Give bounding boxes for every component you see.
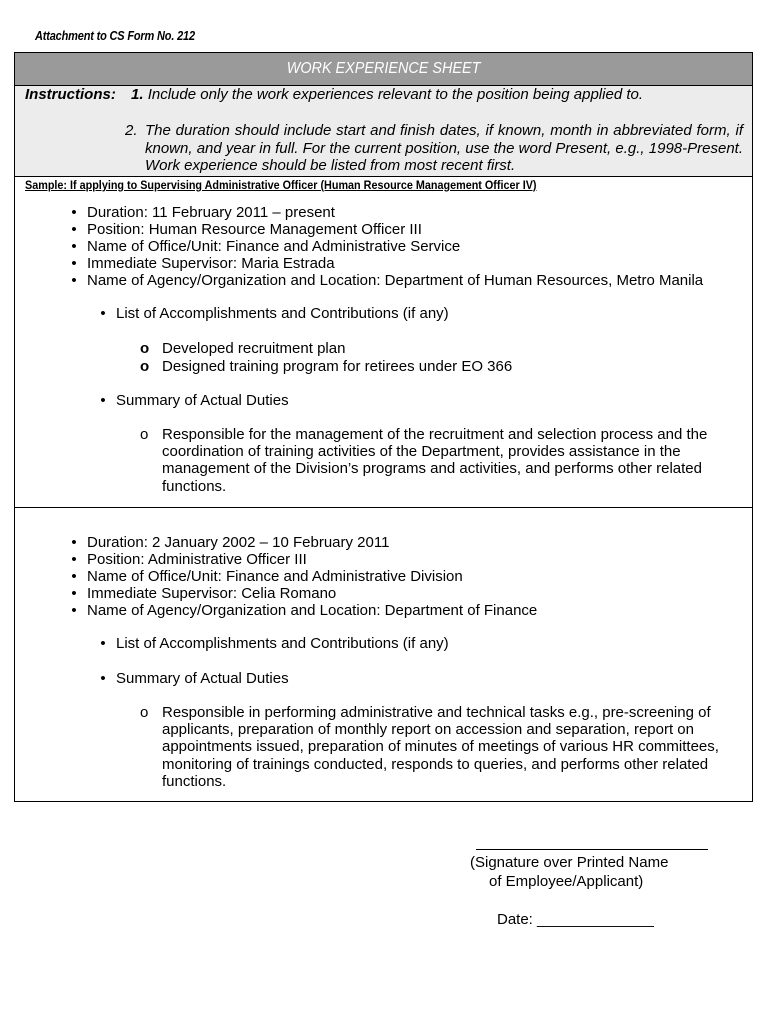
instruction-2 bbox=[125, 122, 743, 175]
entry-1-duties-label: • Summary of Actual Duties bbox=[100, 392, 289, 409]
signature-line bbox=[476, 849, 708, 850]
entry-1-supervisor: • Immediate Supervisor: Maria Estrada bbox=[71, 255, 335, 272]
date-field: Date: ______________ bbox=[497, 911, 654, 928]
entry-1-accomplishments-label: • List of Accomplishments and Contributions (if any) bbox=[100, 305, 449, 322]
entry-1-accomplishment-1: o Developed recruitment plan bbox=[140, 340, 346, 357]
entry-2-accomplishments-label: • List of Accomplishments and Contributions (if any) bbox=[100, 635, 449, 652]
entry-1-accomplishment-2: o Designed training program for retirees under EO 366 bbox=[140, 358, 513, 375]
entry-2-duties-label: • Summary of Actual Duties bbox=[100, 670, 289, 687]
entry-1-position: • Position: Human Resource Management Officer III bbox=[71, 221, 422, 238]
sheet-title-text: WORK EXPERIENCE SHEET bbox=[286, 60, 481, 77]
entry-2-supervisor: • Immediate Supervisor: Celia Romano bbox=[71, 585, 337, 602]
sample-note: Sample: If applying to Supervising Administrative Officer (Human Resource Management Officer IV) bbox=[25, 178, 537, 192]
entry-1-agency: • Name of Agency/Organization and Location: Department of Human Resources, Metro Manila bbox=[71, 272, 704, 289]
work-experience-sheet bbox=[14, 52, 753, 802]
entry-1-duties: o Responsible for the management of the recruitment and selection process and the coordination of training activities of the Department, provides assistance in the management of the Division’s programs and activities, and performs other related functions. bbox=[140, 426, 708, 495]
instruction-2-number: 2. bbox=[125, 122, 138, 139]
instruction-1 bbox=[131, 86, 643, 103]
signature-caption-line2: of Employee/Applicant) bbox=[489, 873, 644, 890]
entry-divider bbox=[15, 507, 752, 508]
instructions-box bbox=[15, 86, 752, 177]
instruction-1-number: 1. bbox=[131, 86, 144, 103]
entry-2-duration: • Duration: 2 January 2002 – 10 February 2011 bbox=[71, 534, 390, 551]
entry-2-office: • Name of Office/Unit: Finance and Administrative Division bbox=[71, 568, 463, 585]
entry-2-position: • Position: Administrative Officer III bbox=[71, 551, 307, 568]
instruction-1-text: Include only the work experiences relevant to the position being applied to. bbox=[147, 86, 644, 103]
entry-1-office: • Name of Office/Unit: Finance and Administrative Service bbox=[71, 238, 461, 255]
entry-2-agency: • Name of Agency/Organization and Location: Department of Finance bbox=[71, 602, 538, 619]
instruction-2-text: The duration should include start and finish dates, if known, month in abbreviated form, if known, and year in full. For the current position, use the word Present, e.g., 1998-Present. Work experience should be listed from most recent first. bbox=[145, 122, 743, 174]
instructions-label: Instructions: bbox=[25, 86, 116, 103]
sheet-title bbox=[15, 53, 752, 86]
entry-2-duties: o Responsible in performing administrative and technical tasks e.g., pre-screening of applicants, preparation of monthly report on accession and separation, report on appointments issued, preparation of minutes of meetings of various HR committees, monitoring of trainings conducted, responds to queries, and performs other related functions. bbox=[140, 704, 719, 790]
signature-caption-line1: (Signature over Printed Name bbox=[470, 854, 669, 871]
entry-1-duration: • Duration: 11 February 2011 – present bbox=[71, 204, 335, 221]
form-attachment-label: Attachment to CS Form No. 212 bbox=[35, 29, 195, 43]
